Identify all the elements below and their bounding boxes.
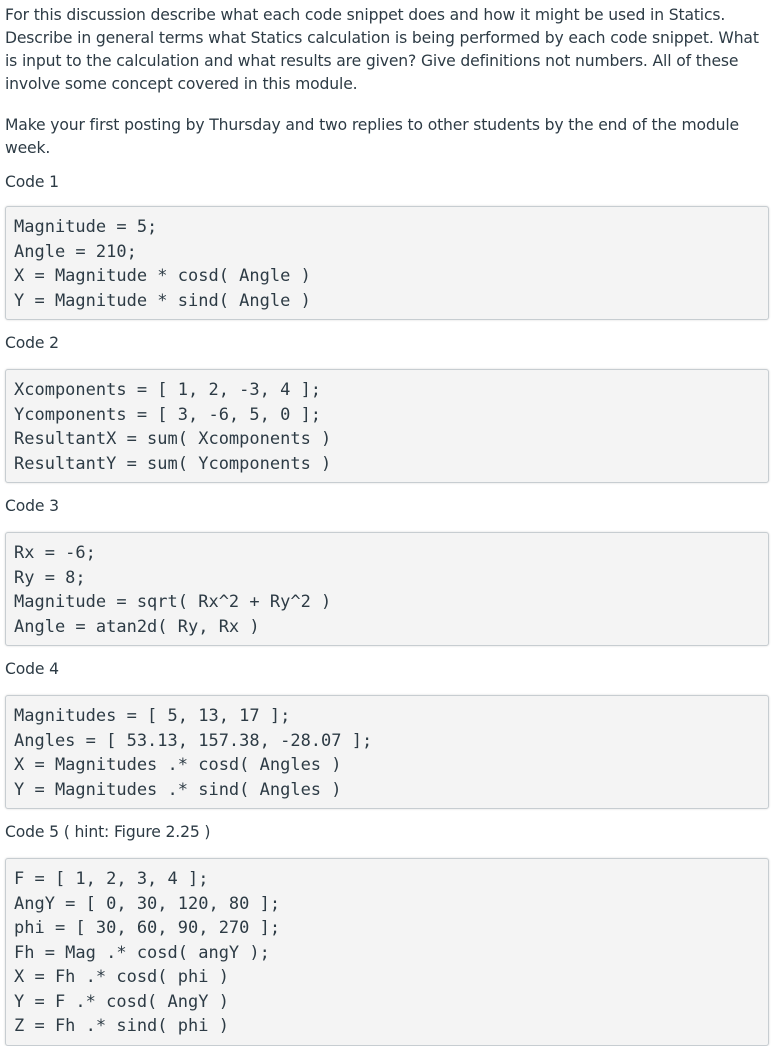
code-3-label: Code 3 [5, 497, 59, 515]
code-line: Fh = Mag .* cosd( angY ); [14, 942, 270, 963]
code-line: X = Magnitude * cosd( Angle ) [14, 266, 311, 286]
code-4-label: Code 4 [5, 660, 59, 678]
code-line: Ry = 8; [14, 567, 86, 588]
code-line: Y = Magnitude * sind( Angle ) [14, 290, 311, 311]
code-line: Xcomponents = [ 1, 2, -3, 4 ]; [14, 380, 322, 400]
code-line: Y = F .* cosd( AngY ) [14, 991, 229, 1012]
code-line: F = [ 1, 2, 3, 4 ]; [14, 869, 209, 889]
code-line: Angle = atan2d( Ry, Rx ) [14, 616, 260, 637]
code-line: Y = Magnitudes .* sind( Angles ) [14, 779, 342, 800]
code-3-block [5, 532, 769, 646]
code-line: Ycomponents = [ 3, -6, 5, 0 ]; [14, 404, 322, 425]
code-1-block [5, 206, 769, 320]
code-5-block [5, 858, 769, 1046]
code-2-label: Code 2 [5, 334, 59, 352]
code-line: X = Fh .* cosd( phi ) [14, 967, 229, 987]
code-line: ResultantY = sum( Ycomponents ) [14, 453, 332, 474]
code-line: X = Magnitudes .* cosd( Angles ) [14, 755, 342, 775]
code-line: Angle = 210; [14, 241, 137, 262]
intro-paragraph: For this discussion describe what each code snippet does and how it might be used in Statics. Describe in general terms what Statics calculation is being performed by each code snippet. What is input to the calculation and what results are given? Give definitions not numbers. All of these involve some concept covered in this module. [5, 6, 759, 93]
code-line: ResultantX = sum( Xcomponents ) [14, 429, 332, 449]
code-line: Magnitude = sqrt( Rx^2 + Ry^2 ) [14, 592, 332, 612]
code-4-block [5, 695, 769, 809]
code-line: Magnitude = 5; [14, 217, 158, 237]
discussion-content [5, 4, 775, 1046]
code-2-block [5, 369, 769, 483]
code-5-label: Code 5 ( hint: Figure 2.25 ) [5, 823, 211, 841]
code-line: Angles = [ 53.13, 157.38, -28.07 ]; [14, 730, 373, 751]
code-line: Rx = -6; [14, 543, 96, 563]
code-line: AngY = [ 0, 30, 120, 80 ]; [14, 893, 281, 914]
code-line: phi = [ 30, 60, 90, 270 ]; [14, 918, 281, 938]
code-line: Magnitudes = [ 5, 13, 17 ]; [14, 706, 291, 726]
code-1-label: Code 1 [5, 173, 59, 191]
instruction-paragraph: Make your first posting by Thursday and two replies to other students by the end of the module week. [5, 116, 739, 157]
code-line: Z = Fh .* sind( phi ) [14, 1016, 229, 1036]
